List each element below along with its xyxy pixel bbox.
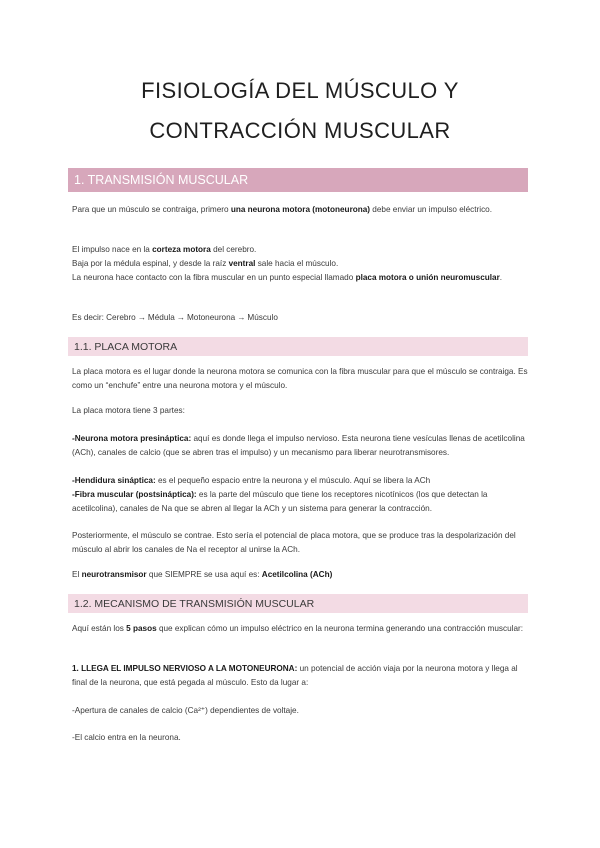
paragraph-calcio-entra: -El calcio entra en la neurona.: [72, 733, 181, 742]
paragraph-medula: Baja por la médula espinal, y desde la raíz ventral sale hacia el músculo.: [72, 259, 339, 268]
pathway-item: Motoneurona: [186, 313, 236, 322]
paragraph-tres-partes: La placa motora tiene 3 partes:: [72, 406, 185, 415]
document-title-line-2: CONTRACCIÓN MUSCULAR: [149, 118, 451, 143]
arrow-icon: →: [176, 313, 185, 322]
arrow-icon: →: [237, 313, 246, 322]
paragraph-intro: Para que un músculo se contraiga, primero una neurona motora (motoneurona) debe enviar un impulso eléctrico.: [72, 205, 493, 214]
paragraph-placa-definicion: La placa motora es el lugar donde la neurona motora se comunica con la fibra muscular para que el músculo se contraiga. Es como un “enchufe” entre una neurona motora y el músculo.: [72, 367, 528, 390]
pathway-item: Músculo: [247, 313, 278, 322]
paragraph-cinco-pasos: Aquí están los 5 pasos que explican cómo un impulso eléctrico en la neurona termina generando una contracción muscular:: [72, 624, 524, 633]
list-item-fibra-muscular: -Fibra muscular (postsináptica): es la parte del músculo que tiene los receptores nicotínicos (los que detectan la acetilcolina), canales de Na que se abren al llegar la ACh y un sistema para generar la contracción.: [72, 490, 488, 513]
paragraph-neurotransmisor: El neurotransmisor que SIEMPRE se usa aquí es: Acetilcolina (ACh): [72, 570, 333, 579]
section-heading-mecanismo: 1.2. MECANISMO DE TRANSMISIÓN MUSCULAR: [68, 594, 528, 613]
list-item-neurona-presinaptica: -Neurona motora presináptica: aquí es donde llega el impulso nervioso. Esta neurona tiene vesículas llenas de acetilcolina (ACh), canales de calcio (que se abren tras el impulso) y un mecanismo para liberar neurotransmisores.: [72, 434, 525, 457]
pathway-item: Cerebro: [106, 313, 136, 322]
paragraph-apertura-calcio: -Apertura de canales de calcio (Ca²⁺) dependientes de voltaje.: [72, 706, 299, 715]
paragraph-es-decir: Es decir: Cerebro → Médula → Motoneurona → Músculo: [72, 313, 278, 322]
paragraph-paso-1: 1. LLEGA EL IMPULSO NERVIOSO A LA MOTONEURONA: un potencial de acción viaja por la neurona motora y llega al final de la neurona, que está pegada al músculo. Esto da lugar a:: [72, 664, 518, 687]
section-heading-transmision: 1. TRANSMISIÓN MUSCULAR: [68, 168, 528, 192]
document-title-line-1: FISIOLOGÍA DEL MÚSCULO Y: [141, 78, 459, 103]
paragraph-corteza: El impulso nace en la corteza motora del cerebro.: [72, 245, 257, 254]
section-heading-placa-motora: 1.1. PLACA MOTORA: [68, 337, 528, 356]
paragraph-potencial-placa: Posteriormente, el músculo se contrae. Esto sería el potencial de placa motora, que se produce tras la despolarización del músculo al abrir los canales de Na el receptor al unirse la ACh.: [72, 531, 516, 554]
arrow-icon: →: [137, 313, 146, 322]
paragraph-placa-contacto: La neurona hace contacto con la fibra muscular en un punto especial llamado placa motora o unión neuromuscular.: [72, 273, 503, 282]
pathway-item: Médula: [147, 313, 175, 322]
list-item-hendidura: -Hendidura sináptica: es el pequeño espacio entre la neurona y el músculo. Aquí se libera la ACh: [72, 476, 431, 485]
